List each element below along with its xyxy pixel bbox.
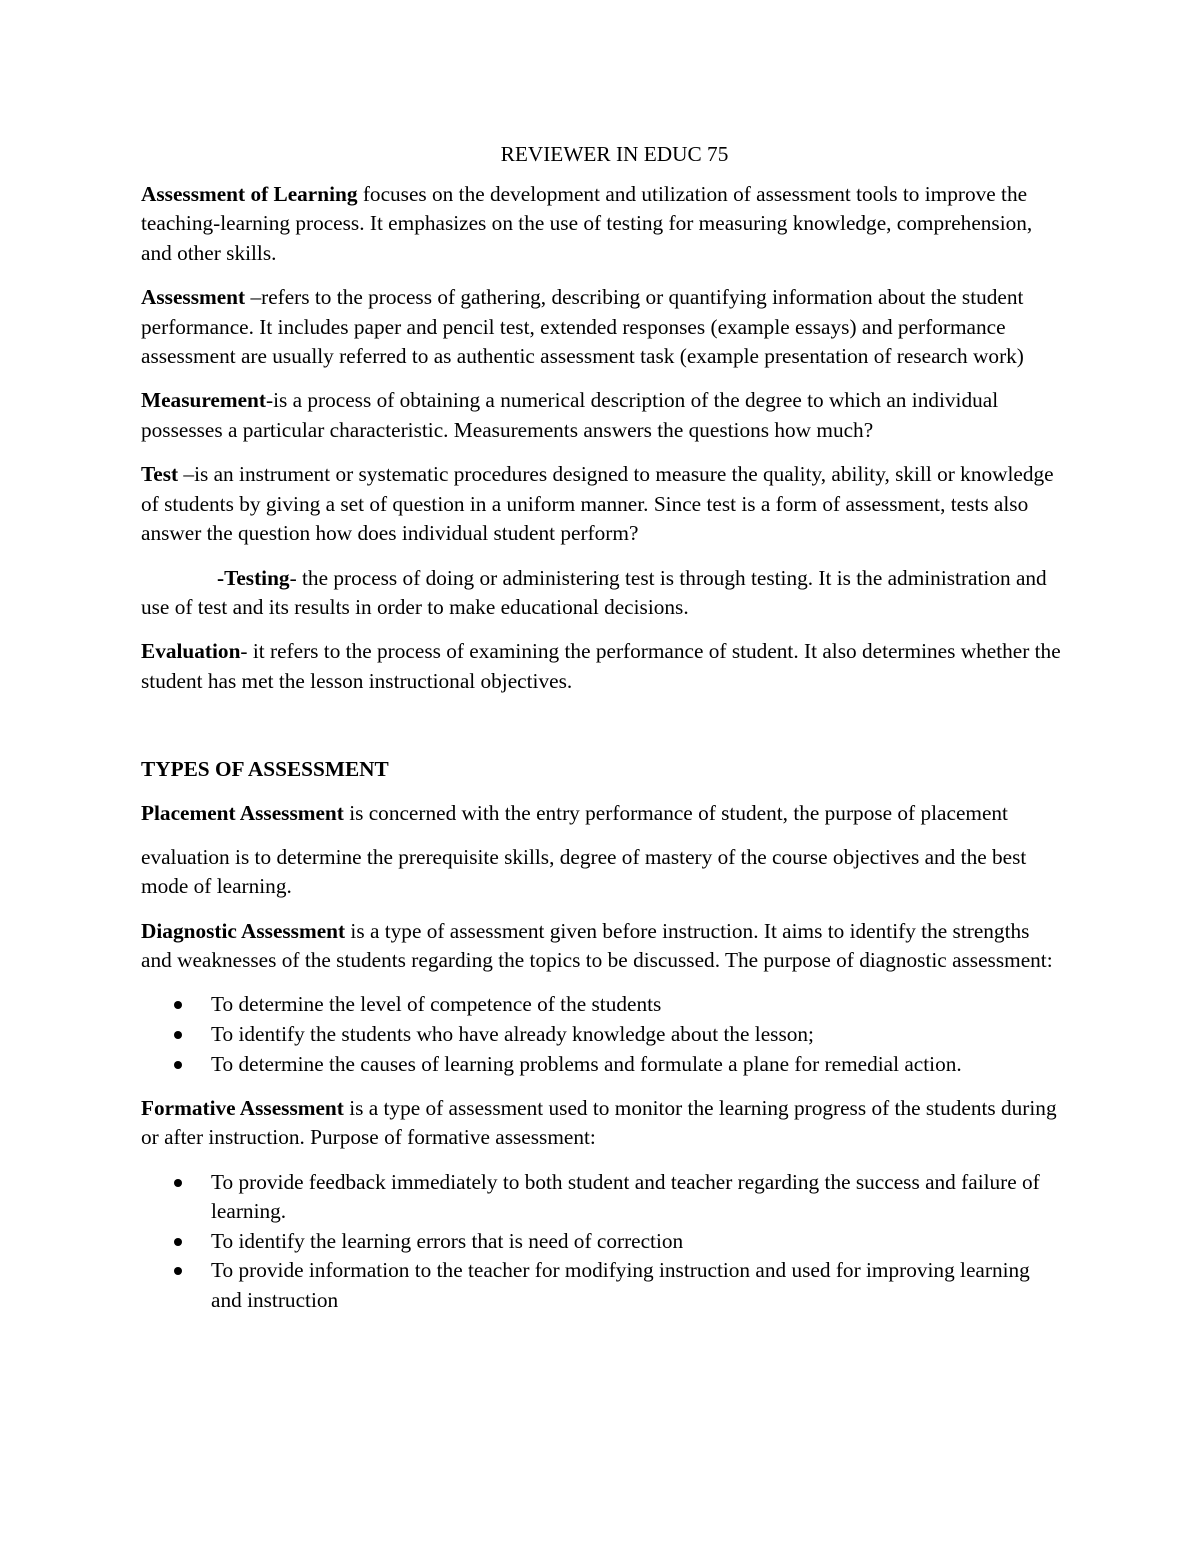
document-page: [141, 140, 1061, 1330]
term-assessment: Assessment: [141, 284, 246, 309]
paragraph-assessment: [141, 283, 1061, 372]
definition-assessment-of-learning: focuses on the development and utilization of assessment tools to improve the teaching-learning process. It emphasizes on the use of testing for measuring knowledge, comprehension, and other skills.: [141, 181, 1033, 265]
definition-evaluation: - it refers to the process of examining the performance of student. It also determines whether the student has met the lesson instructional objectives.: [141, 639, 1061, 693]
paragraph-evaluation: [141, 637, 1061, 696]
paragraph-test: [141, 460, 1061, 549]
term-assessment-of-learning: Assessment of Learning: [141, 181, 358, 206]
list-item: To identify the learning errors that is need of correction: [141, 1227, 1061, 1257]
term-evaluation: Evaluation: [141, 639, 241, 664]
definition-assessment: –refers to the process of gathering, describing or quantifying information about the student performance. It includes paper and pencil test, extended responses (example essays) and performance assessment are usually referred to as authentic assessment task (example presentation of research work): [141, 284, 1024, 369]
list-item: To provide information to the teacher for modifying instruction and used for improving learning and instruction: [141, 1256, 1061, 1315]
formative-purpose-list: [141, 1168, 1061, 1316]
paragraph-placement: [141, 799, 1061, 829]
paragraph-assessment-of-learning: [141, 180, 1061, 269]
paragraph-diagnostic: [141, 917, 1061, 976]
definition-testing: - the process of doing or administering test is through testing. It is the administration and use of test and its results in order to make educational decisions.: [141, 565, 1047, 620]
paragraph-formative: [141, 1094, 1061, 1153]
list-item: To provide feedback immediately to both student and teacher regarding the success and failure of learning.: [141, 1168, 1061, 1227]
term-formative: Formative Assessment: [141, 1095, 344, 1120]
paragraph-placement-continuation: evaluation is to determine the prerequisite skills, degree of mastery of the course objectives and the best mode of learning.: [141, 844, 1027, 899]
paragraph-measurement: [141, 386, 1061, 445]
term-placement: Placement Assessment: [141, 800, 344, 825]
term-test: Test: [141, 462, 179, 487]
paragraph-testing: [141, 564, 1061, 623]
diagnostic-purpose-list: [141, 990, 1061, 1079]
document-title: REVIEWER IN EDUC 75: [500, 142, 729, 166]
term-testing: -Testing: [217, 565, 290, 590]
list-item: To determine the level of competence of the students: [141, 990, 1061, 1020]
blank-line: [141, 711, 1061, 755]
term-diagnostic: Diagnostic Assessment: [141, 918, 346, 943]
section-heading-text: TYPES OF ASSESSMENT: [141, 757, 389, 782]
section-heading-types: [141, 755, 1061, 785]
definition-placement: is concerned with the entry performance of student, the purpose of placement: [343, 800, 1008, 825]
term-measurement: Measurement: [141, 388, 266, 413]
list-item: To identify the students who have already knowledge about the lesson;: [141, 1020, 1061, 1050]
definition-diagnostic: is a type of assessment given before instruction. It aims to identify the strengths and weaknesses of the students regarding the topics to be discussed. The purpose of diagnostic assessment:: [141, 918, 1053, 973]
definition-test: –is an instrument or systematic procedures designed to measure the quality, ability, skill or knowledge of students by giving a set of question in a uniform manner. Since test is a form of assessment, tests also answer the question how does individual student perform?: [141, 462, 1054, 546]
definition-formative: is a type of assessment used to monitor the learning progress of the students during or after instruction. Purpose of formative assessment:: [141, 1095, 1057, 1150]
list-item: To determine the causes of learning problems and formulate a plane for remedial action.: [141, 1050, 1061, 1080]
definition-measurement: -is a process of obtaining a numerical description of the degree to which an individual possesses a particular characteristic. Measurements answers the questions how much?: [141, 388, 999, 442]
